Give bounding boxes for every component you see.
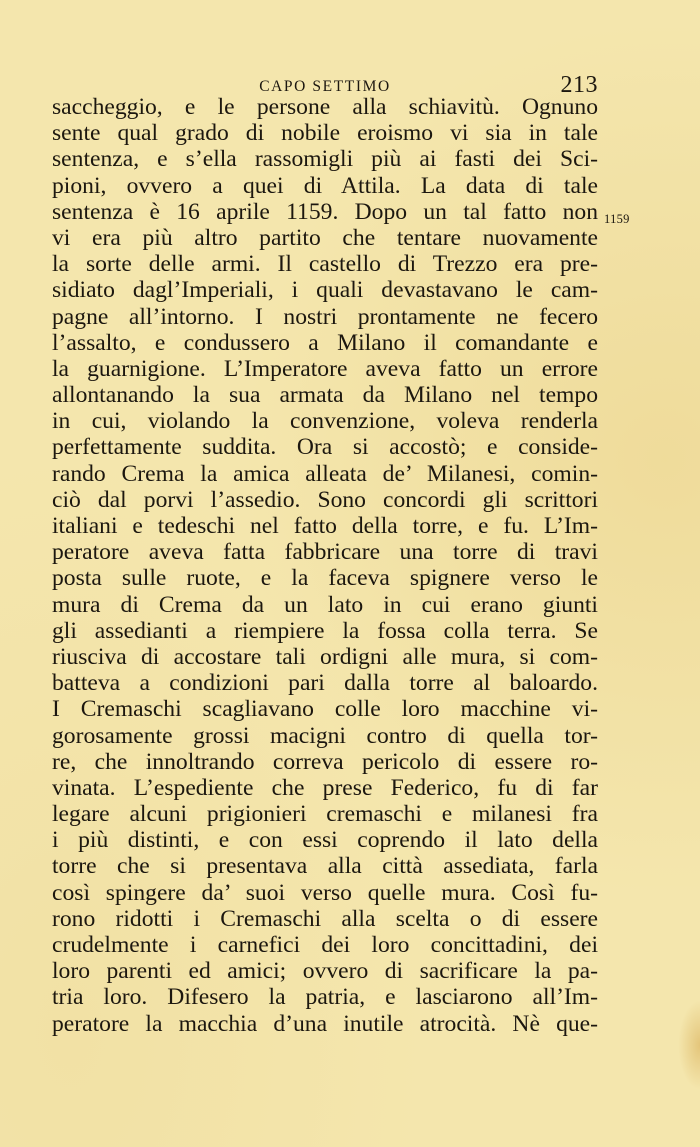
text-line: pagne all’intorno. I nostri prontamente ne fecero [52,303,598,330]
text-line: così spingere da’ suoi verso quelle mura. Così fu- [52,879,598,906]
text-line: pioni, ovvero a quei di Attila. La data di tale [52,172,598,199]
text-line: l’assalto, e condussero a Milano il comandante e [52,329,598,356]
text-line: I Cremaschi scagliavano colle loro macchine vi- [52,696,598,723]
text-line: sentenza è 16 aprile 1159. Dopo un tal fatto non [52,198,598,225]
text-line: gorosamente grossi macigni contro di quella tor- [52,722,598,749]
text-line: ciò dal porvi l’assedio. Sono concordi gli scrittori [52,486,598,513]
text-line: sente qual grado di nobile eroismo vi sia in tale [52,120,598,147]
text-line: re, che innoltrando correva pericolo di essere ro- [52,748,598,775]
text-line: legare alcuni prigionieri cremaschi e milanesi fra [52,801,598,828]
text-line: rono ridotti i Cremaschi alla scelta o di essere [52,905,598,932]
text-line: saccheggio, e le persone alla schiavitù. Ognuno [52,94,598,120]
text-line: rando Crema la amica alleata de’ Milanesi, comin- [52,460,598,487]
text-line: mura di Crema da un lato in cui erano giunti [52,591,598,618]
page-stain [678,1000,700,1090]
text-line: italiani e tedeschi nel fatto della torre, e fu. L’Im- [52,513,598,539]
body-text [52,94,598,1037]
chapter-title: CAPO SETTIMO [259,78,391,95]
text-line: perfettamente suddita. Ora si accostò; e conside- [52,434,598,461]
text-line: sidiato dagl’Imperiali, i quali devastavano le cam- [52,277,598,304]
text-line: posta sulle ruote, e la faceva spignere verso le [52,565,598,592]
margin-note-year: 1159 [604,212,630,226]
text-line: vinata. L’espediente che prese Federico, fu di far [52,774,598,801]
text-line: tria loro. Difesero la patria, e lasciarono all’Im- [52,984,598,1011]
text-line: gli assedianti a riempiere la fossa colla terra. Se [52,617,598,644]
text-line: peratore la macchia d’una inutile atrocità. Nè que- [52,1010,598,1037]
text-line: i più distinti, e con essi coprendo il lato della [52,827,598,854]
text-line: torre che si presentava alla città assediata, farla [52,853,598,880]
text-line: vi era più altro partito che tentare nuovamente [52,224,598,251]
text-line: in cui, violando la convenzione, voleva renderla [52,408,598,435]
text-line: la guarnigione. L’Imperatore aveva fatto un errore [52,355,598,382]
text-line: peratore aveva fatta fabbricare una torre di travi [52,539,598,566]
text-line: sentenza, e s’ella rassomigli più ai fasti dei Sci- [52,146,598,173]
text-line: la sorte delle armi. Il castello di Trezzo era pre- [52,251,598,278]
text-line: allontanando la sua armata da Milano nel tempo [52,382,598,409]
text-line: batteva a condizioni pari dalla torre al baloardo. [52,670,598,697]
page-number: 213 [560,72,598,98]
text-line: crudelmente i carnefici dei loro concittadini, dei [52,932,598,958]
text-line: loro parenti ed amici; ovvero di sacrificare la pa- [52,958,598,985]
text-line: riusciva di accostare tali ordigni alle mura, si com- [52,643,598,670]
